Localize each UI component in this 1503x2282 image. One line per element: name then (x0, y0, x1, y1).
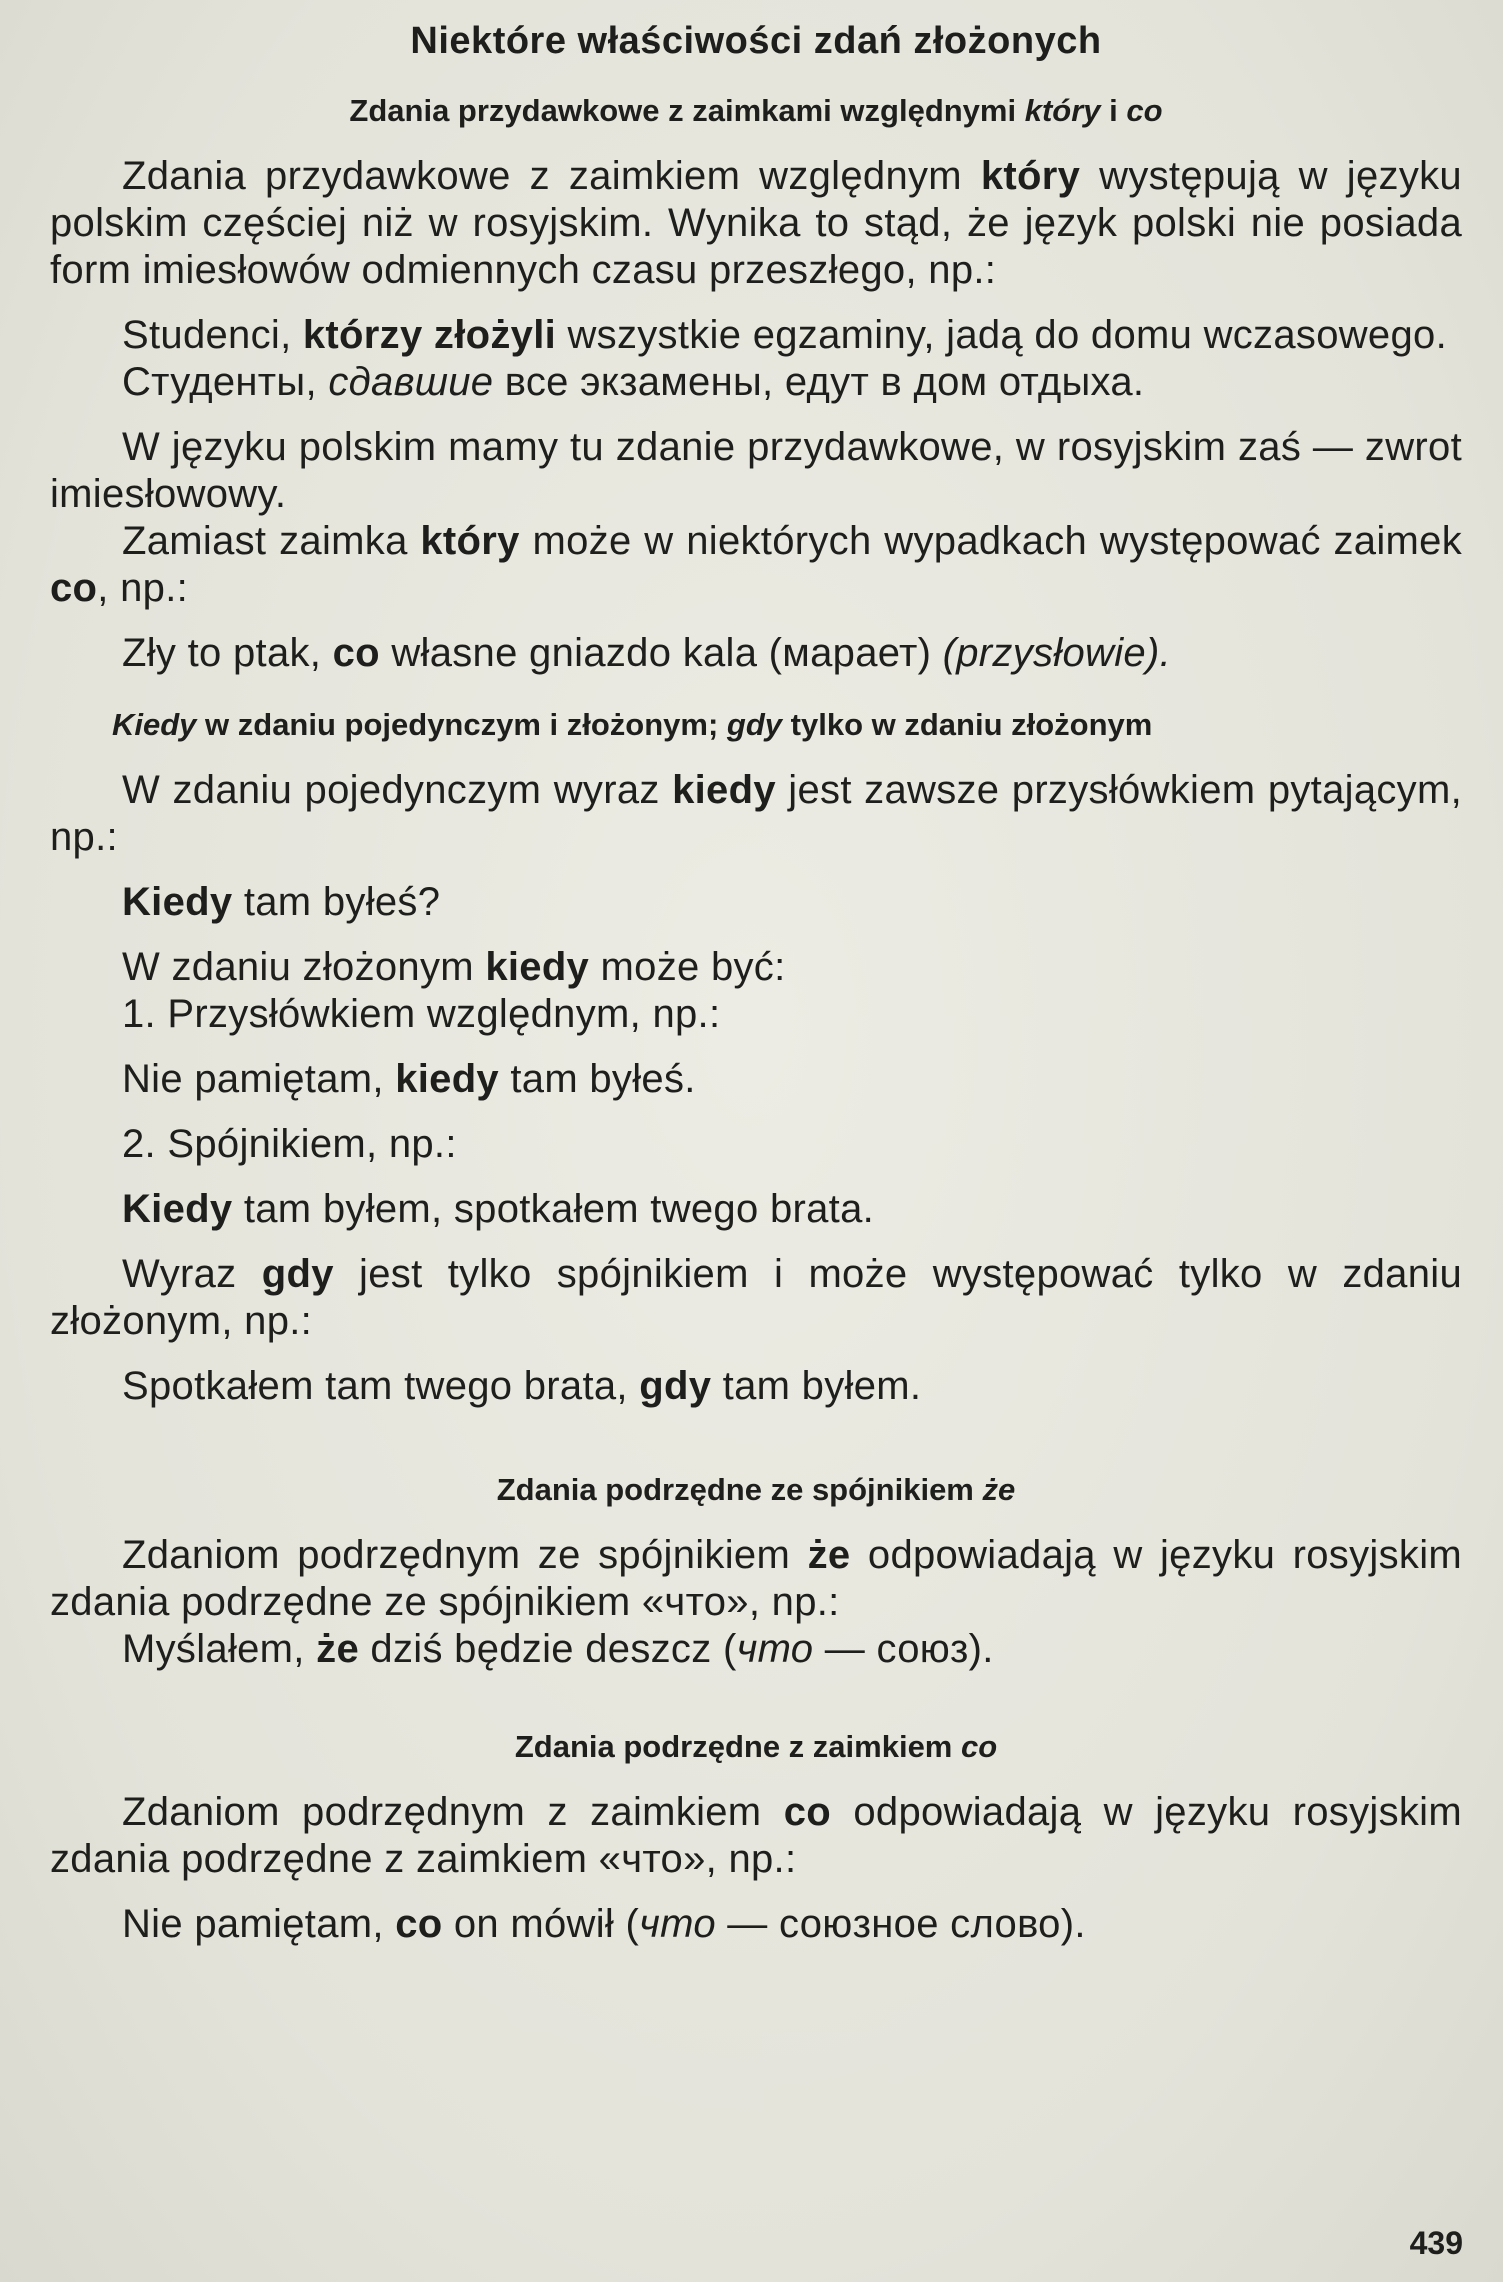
text: jest tylko spójnikiem i może występować tylko w zdaniu złożonym, np.: (50, 1252, 1462, 1343)
italic-text: что (639, 1902, 716, 1946)
heading-italic: gdy (726, 707, 783, 742)
text: własne gniazdo kala (марает) (379, 631, 943, 675)
italic-text: (przysłowie). (942, 631, 1171, 675)
text: W zdaniu pojedynczym wyraz (122, 768, 673, 812)
example (50, 312, 1462, 359)
text: on mówił ( (442, 1902, 640, 1946)
bold-text: który (420, 519, 520, 563)
text: jest zawsze przysłówkiem pytającym, np.: (50, 768, 1462, 859)
text: Wyraz (122, 1252, 262, 1296)
text: Zdaniom podrzędnym z zaimkiem (122, 1790, 784, 1834)
heading-italic: który (1024, 93, 1101, 128)
text: все экзамены, едут в дом отдыха. (493, 360, 1145, 404)
text: wszystkie egzaminy, jadą do domu wczasowego. (556, 313, 1447, 357)
text: tam byłeś? (232, 880, 441, 924)
text: tam byłem, spotkałem twego brata. (232, 1187, 875, 1231)
text: Myślałem, (122, 1627, 317, 1671)
paragraph: W języku polskim mamy tu zdanie przydawkowe, w rosyjskim zaś — zwrot imiesłowowy. (50, 425, 1462, 516)
heading-text: tylko w zdaniu złożonym (782, 707, 1153, 742)
section-heading-ze (50, 1472, 1462, 1508)
bold-text: co (50, 566, 98, 610)
text: Zdania przydawkowe z zaimkiem względnym (122, 154, 981, 198)
example (50, 1186, 1462, 1233)
text: W zdaniu złożonym (122, 945, 486, 989)
text: Studenci, (122, 313, 303, 357)
text: odpowiadają w języku rosyjskim zdania podrzędne ze spójnikiem «что», np.: (50, 1533, 1463, 1624)
section-heading-kiedy-gdy (112, 707, 1462, 743)
example (50, 630, 1462, 677)
text: dziś będzie deszcz ( (359, 1627, 737, 1671)
bold-text: kiedy (395, 1057, 499, 1101)
example (50, 1056, 1462, 1103)
bold-text: co (395, 1902, 443, 1946)
text: Nie pamiętam, (122, 1057, 396, 1101)
text: występują w języku polskim częściej niż w rosyjskim. Wynika to stąd, że język polski nie posiada form imiesłowów odmiennych czasu przeszłego, np.: (50, 154, 1462, 292)
italic-text: сдавшие (328, 360, 494, 404)
example-russian (50, 359, 1462, 406)
example (50, 1626, 1462, 1673)
heading-italic: że (982, 1472, 1016, 1507)
paragraph (50, 518, 1462, 612)
bold-text: gdy (261, 1252, 334, 1296)
paragraph (50, 1789, 1462, 1883)
text: Студенты, (122, 360, 329, 404)
text: Nie pamiętam, (122, 1902, 396, 1946)
bold-text: Kiedy (122, 880, 233, 924)
bold-text: którzy złożyli (302, 313, 557, 357)
text: Zły to ptak, (122, 631, 333, 675)
text: tam byłeś. (498, 1057, 696, 1101)
bold-text: co (783, 1790, 832, 1834)
heading-text: Zdania podrzędne ze spójnikiem (496, 1472, 983, 1507)
bold-text: kiedy (485, 945, 590, 989)
text: , np.: (97, 566, 189, 610)
text: odpowiadają w języku rosyjskim zdania podrzędne z zaimkiem «что», np.: (50, 1790, 1462, 1881)
text: Spotkałem tam twego brata, (122, 1364, 640, 1408)
paragraph (50, 1532, 1462, 1626)
example (50, 879, 1462, 926)
text: Zdaniom podrzędnym ze spójnikiem (122, 1533, 808, 1577)
bold-text: Kiedy (122, 1187, 233, 1231)
paragraph: 2. Spójnikiem, np.: (122, 1122, 457, 1166)
heading-italic: co (1126, 93, 1163, 128)
section-heading-przydawkowe (50, 93, 1462, 129)
bold-text: że (316, 1627, 359, 1671)
bold-text: że (807, 1533, 851, 1577)
heading-text: Zdania podrzędne z zaimkiem (514, 1729, 961, 1764)
heading-text: Zdania przydawkowe z zaimkami względnymi (349, 93, 1025, 128)
page-content (50, 20, 1462, 1948)
page-title: Niektóre właściwości zdań złożonych (410, 20, 1102, 62)
text: tam byłem. (711, 1364, 922, 1408)
page-number: 439 (1409, 2225, 1463, 2261)
bold-text: który (980, 154, 1081, 198)
heading-text: i (1100, 93, 1127, 128)
heading-italic: Kiedy (112, 707, 197, 742)
bold-text: kiedy (672, 768, 776, 812)
bold-text: gdy (639, 1364, 712, 1408)
text: może w niektórych wypadkach występować zaimek (519, 519, 1463, 563)
example (50, 1363, 1462, 1410)
text: — союзное слово). (715, 1902, 1086, 1946)
example (50, 1901, 1462, 1948)
section-heading-co (50, 1729, 1462, 1765)
heading-italic: co (960, 1729, 998, 1764)
text: Zamiast zaimka (122, 519, 421, 563)
paragraph (50, 153, 1462, 294)
paragraph (50, 944, 1462, 991)
paragraph (50, 767, 1462, 861)
text: może być: (589, 945, 786, 989)
bold-text: co (332, 631, 380, 675)
heading-text: w zdaniu pojedynczym i złożonym; (196, 707, 727, 742)
text: — союз). (813, 1627, 994, 1671)
paragraph (50, 1251, 1462, 1345)
italic-text: что (736, 1627, 814, 1671)
paragraph: 1. Przysłówkiem względnym, np.: (122, 992, 721, 1036)
